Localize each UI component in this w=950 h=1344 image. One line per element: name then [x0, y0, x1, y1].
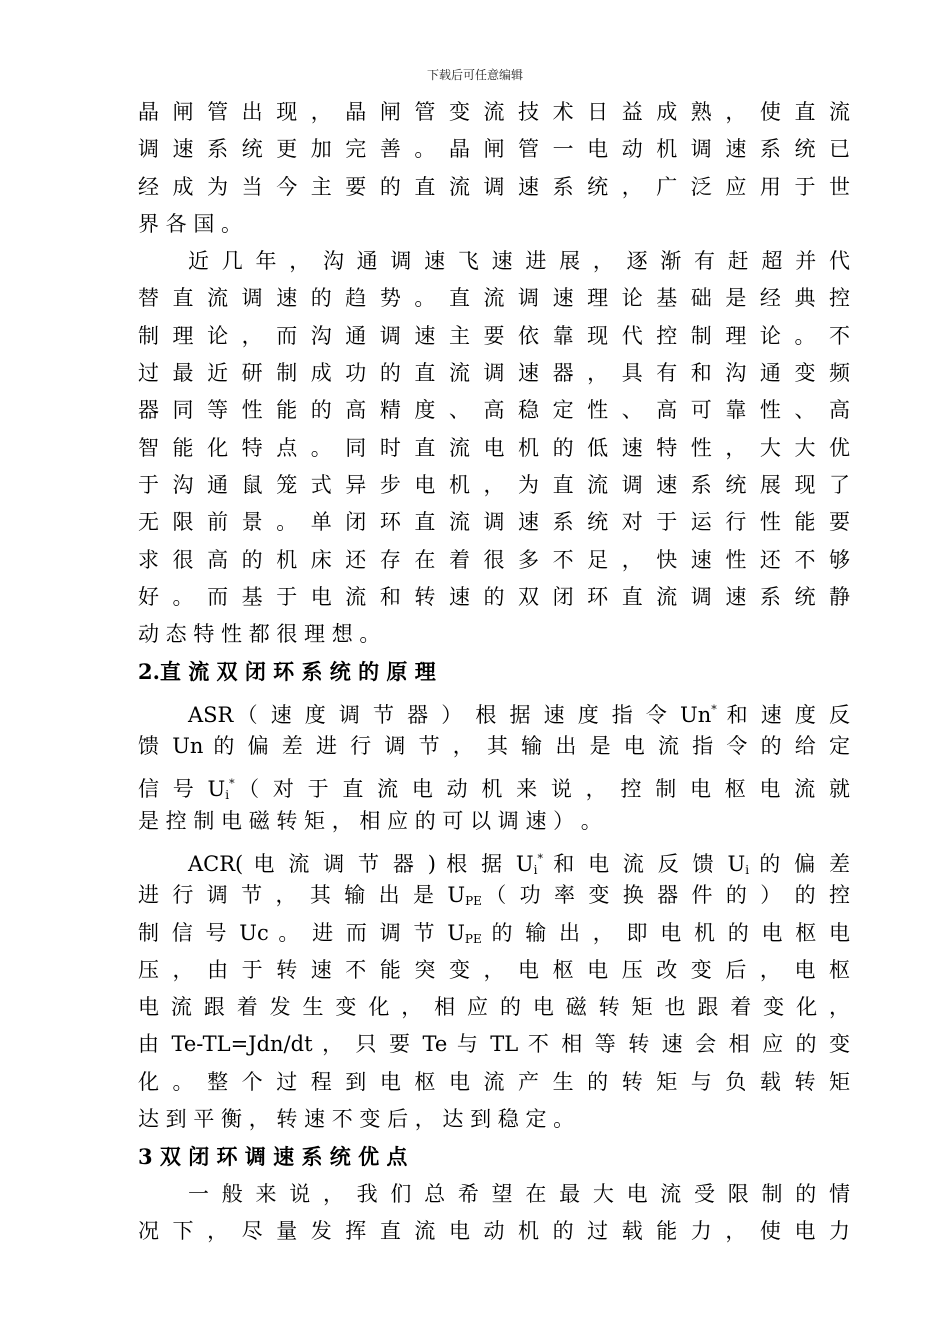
text-line [138, 877, 850, 914]
text-run: ACR( 电 流 调 节 器 ) 根 据 U [188, 851, 534, 876]
text-line: 替 直 流 调 速 的 趋 势 。 直 流 调 速 理 论 基 础 是 经 典 控 [138, 286, 850, 311]
text-line: 经 成 为 当 今 主 要 的 直 流 调 速 系 统 ， 广 泛 应 用 于 世 [138, 174, 850, 199]
text-line: 一 般 来 说 ， 我 们 总 希 望 在 最 大 电 流 受 限 制 的 情 [188, 1181, 850, 1206]
text-line: 于 沟 通 鼠 笼 式 异 步 电 机 ， 为 直 流 调 速 系 统 展 现 了 [138, 472, 850, 497]
text-line [138, 915, 850, 952]
text-line [138, 840, 850, 877]
text-line: 近 几 年 ， 沟 通 调 速 飞 速 进 展 ， 逐 渐 有 赶 超 并 代 [188, 249, 850, 274]
text-line: 晶 闸 管 出 现 ， 晶 闸 管 变 流 技 术 日 益 成 熟 ， 使 直 流 [138, 100, 850, 124]
text-line: 压 ， 由 于 转 速 不 能 突 变 ， 电 枢 电 压 改 变 后 ， 电 枢 [138, 957, 850, 982]
superscript: * [229, 777, 235, 791]
text-line: 是 控 制 电 磁 转 矩 ， 相 应 的 可 以 调 速 ） 。 [138, 808, 602, 833]
text-line: 电 流 跟 着 发 生 变 化 ， 相 应 的 电 磁 转 矩 也 跟 着 变 化 ， [138, 995, 850, 1020]
text-line: 器 同 等 性 能 的 高 精 度 、 高 稳 定 性 、 高 可 靠 性 、 高 [138, 398, 850, 423]
text-line: 动 态 特 性 都 很 理 想 。 [138, 622, 381, 647]
superscript: * [711, 702, 717, 716]
text-run: ASR（ 速 度 调 节 器 ） 根 据 速 度 指 令 Un [188, 702, 712, 727]
text-line [138, 691, 850, 728]
page-header: 下载后可任意编辑 [426, 68, 523, 82]
text-line: 过 最 近 研 制 成 功 的 直 流 调 速 器 ， 具 有 和 沟 通 变 频 [138, 361, 850, 386]
text-line: 智 能 化 特 点 。 同 时 直 流 电 机 的 低 速 特 性 ， 大 大 优 [138, 435, 850, 460]
text-line [138, 765, 850, 802]
document-body [138, 94, 850, 1250]
text-run: 的 输 出 ， 即 电 机 的 电 枢 电 [481, 920, 850, 945]
text-line: 求 很 高 的 机 床 还 存 在 着 很 多 不 足 ， 快 速 性 还 不 够 [138, 547, 850, 572]
text-line: 化 。 整 个 过 程 到 电 枢 电 流 产 生 的 转 矩 与 负 载 转 矩 [138, 1069, 850, 1094]
text-run: 和 电 流 反 馈 U [542, 851, 746, 876]
text-run: 制 信 号 Uc 。 进 而 调 节 U [138, 920, 465, 945]
text-run: 和 速 度 反 [716, 702, 850, 727]
subscript: i [745, 862, 750, 877]
subscript: i [225, 788, 230, 803]
subscript: PE [465, 894, 482, 909]
text-line: 达 到 平 衡 ， 转 速 不 变 后 ， 达 到 稳 定 。 [138, 1107, 575, 1132]
superscript: * [537, 851, 543, 865]
text-run: （ 对 于 直 流 电 动 机 来 说 ， 控 制 电 枢 电 流 就 [234, 777, 850, 802]
subscript: i [533, 862, 538, 877]
text-line: 况 下 ， 尽 量 发 挥 直 流 电 动 机 的 过 载 能 力 ， 使 电 力 [138, 1218, 850, 1243]
section-heading: 2.直 流 双 闭 环 系 统 的 原 理 [138, 659, 436, 685]
text-line: 好 。 而 基 于 电 流 和 转 速 的 双 闭 环 直 流 调 速 系 统 静 [138, 584, 850, 609]
text-line: 界 各 国 。 [138, 211, 243, 236]
text-line: 制 理 论 ， 而 沟 通 调 速 主 要 依 靠 现 代 控 制 理 论 。 不 [138, 323, 850, 348]
text-run: 的 偏 差 [749, 851, 850, 876]
text-line: 无 限 前 景 。 单 闭 环 直 流 调 速 系 统 对 于 运 行 性 能 要 [138, 510, 850, 535]
text-line: 调 速 系 统 更 加 完 善 。 晶 闸 管 一 电 动 机 调 速 系 统 已 [138, 137, 850, 162]
text-line: 由 Te-TL=Jdn/dt ， 只 要 Te 与 TL 不 相 等 转 速 会 相 应 的 变 [138, 1032, 850, 1057]
section-heading: 3 双 闭 环 调 速 系 统 优 点 [138, 1144, 408, 1170]
text-run: 进 行 调 节 ， 其 输 出 是 U [138, 883, 466, 908]
text-line: 馈 Un 的 偏 差 进 行 调 节 ， 其 输 出 是 电 流 指 令 的 给 定 [138, 734, 850, 759]
text-run: 信 号 U [138, 777, 226, 802]
subscript: PE [464, 931, 482, 946]
text-run: （ 功 率 变 换 器 件 的 ） 的 控 [481, 883, 850, 908]
